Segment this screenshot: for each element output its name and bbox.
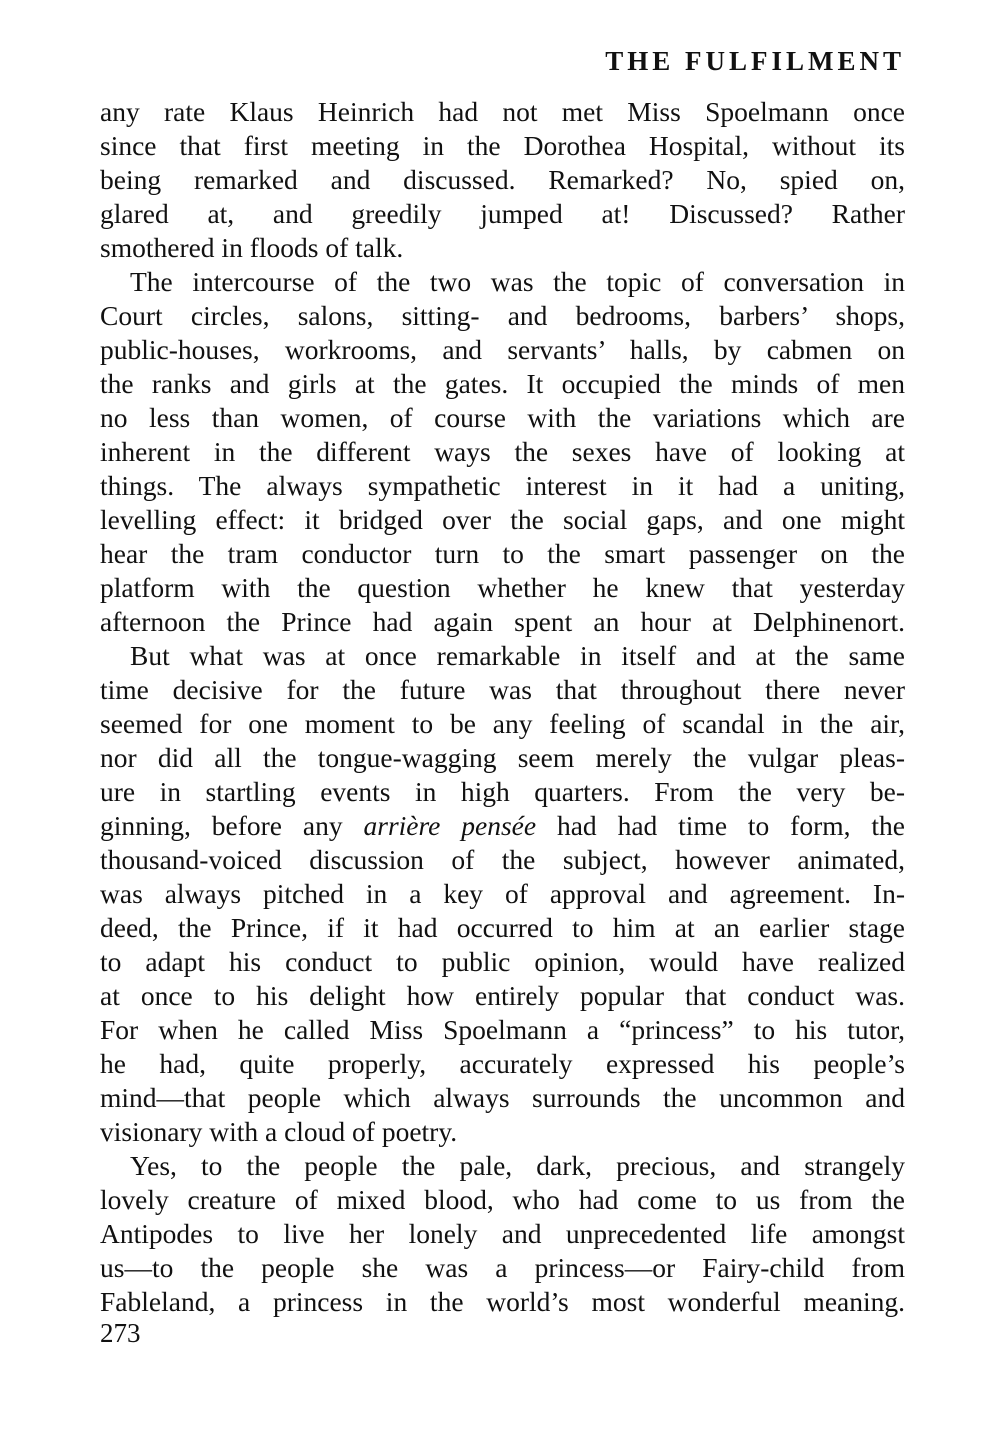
text-line: For when he called Miss Spoelmann a “princess” to his tutor, (100, 1014, 905, 1045)
paragraph (100, 265, 905, 639)
text-line (100, 809, 905, 843)
text-line: inherent in the different ways the sexes have of looking at (100, 436, 905, 467)
paragraph (100, 639, 905, 1149)
text-line: to adapt his conduct to public opinion, would have realized (100, 946, 905, 977)
text-line: Yes, to the people the pale, dark, precious, and strangely (130, 1150, 905, 1181)
text-line: glared at, and greedily jumped at! Discussed? Rather (100, 198, 905, 229)
running-header: THE FULFILMENT (605, 46, 905, 76)
text-line: things. The always sympathetic interest in it had a uniting, (100, 470, 905, 501)
text-line: But what was at once remarkable in itself and at the same (130, 640, 905, 671)
text-line: levelling effect: it bridged over the social gaps, and one might (100, 504, 905, 535)
text-segment: had had time to form, the (536, 810, 905, 841)
text-line: any rate Klaus Heinrich had not met Miss Spoelmann once (100, 96, 905, 127)
text-line: deed, the Prince, if it had occurred to him at an earlier stage (100, 912, 905, 943)
paragraph (100, 1149, 905, 1319)
text-line: he had, quite properly, accurately expressed his people’s (100, 1048, 905, 1079)
text-line: was always pitched in a key of approval and agreement. In- (100, 878, 905, 909)
text-line: Antipodes to live her lonely and unprecedented life amongst (100, 1218, 905, 1249)
text-line: at once to his delight how entirely popular that conduct was. (100, 980, 905, 1011)
text-line: Fableland, a princess in the world’s most wonderful meaning. (100, 1286, 905, 1317)
text-line: thousand-voiced discussion of the subject, however animated, (100, 844, 905, 875)
text-line: the ranks and girls at the gates. It occupied the minds of men (100, 368, 905, 399)
text-line: smothered in floods of talk. (100, 232, 404, 263)
text-line: nor did all the tongue-wagging seem merely the vulgar pleas- (100, 742, 905, 773)
text-line: seemed for one moment to be any feeling of scandal in the air, (100, 708, 905, 739)
text-line: ure in startling events in high quarters. From the very be- (100, 776, 905, 807)
text-line: Court circles, salons, sitting- and bedrooms, barbers’ shops, (100, 300, 905, 331)
paragraph (100, 95, 905, 265)
text-line: mind—that people which always surrounds the uncommon and (100, 1082, 905, 1113)
text-line: being remarked and discussed. Remarked? No, spied on, (100, 164, 905, 195)
text-line: afternoon the Prince had again spent an hour at Delphinenort. (100, 606, 905, 637)
text-line: no less than women, of course with the variations which are (100, 402, 905, 433)
page-body (100, 95, 905, 1319)
text-line: public-houses, workrooms, and servants’ halls, by cabmen on (100, 334, 905, 365)
italic-phrase: arrière pensée (363, 810, 537, 841)
text-line: time decisive for the future was that throughout there never (100, 674, 905, 705)
text-line: us—to the people she was a princess—or Fairy-child from (100, 1252, 905, 1283)
text-line: lovely creature of mixed blood, who had come to us from the (100, 1184, 905, 1215)
text-line: visionary with a cloud of poetry. (100, 1116, 458, 1147)
text-line: since that first meeting in the Dorothea Hospital, without its (100, 130, 905, 161)
page-number: 273 (100, 1318, 141, 1348)
text-line: hear the tram conductor turn to the smart passenger on the (100, 538, 905, 569)
text-segment: ginning, before any (100, 810, 364, 841)
text-line: The intercourse of the two was the topic of conversation in (130, 266, 905, 297)
text-line: platform with the question whether he knew that yesterday (100, 572, 905, 603)
